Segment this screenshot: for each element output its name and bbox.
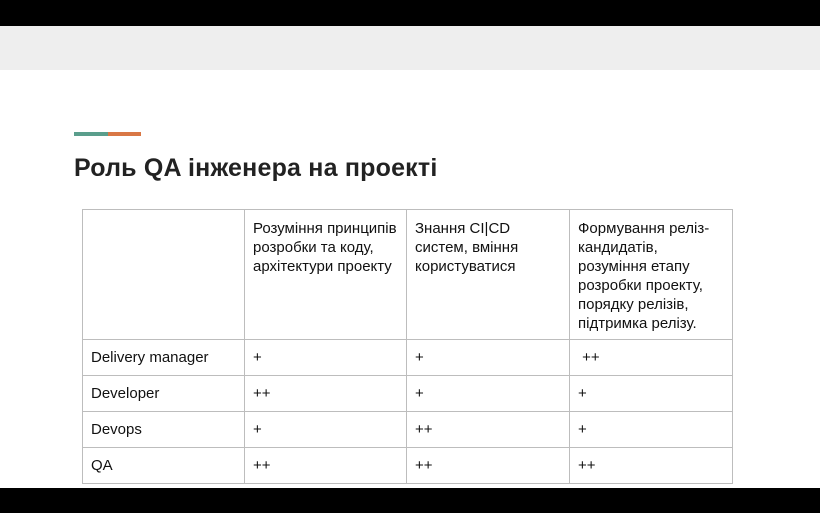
table-cell: + [570, 412, 733, 448]
table-cell: + [407, 340, 570, 376]
slide-title: Роль QA інженера на проекті [74, 154, 438, 182]
accent-line [74, 132, 141, 136]
table-cell: ++ [245, 448, 407, 484]
table-cell: ++ [407, 448, 570, 484]
table-cell: ++ [407, 412, 570, 448]
table-cell: ++ [245, 376, 407, 412]
table-cell: ++ [570, 340, 733, 376]
table-cell: + [245, 412, 407, 448]
table-header-row [83, 210, 733, 340]
table-cell: ++ [570, 448, 733, 484]
table-header-empty [83, 210, 245, 340]
table-row [83, 412, 733, 448]
window-bottom-bar [0, 488, 820, 513]
window-top-bar [0, 0, 820, 26]
table-row [83, 340, 733, 376]
table-header-code-understanding: Розуміння принципів розробки та коду, архітектури проекту [245, 210, 407, 340]
table-row [83, 376, 733, 412]
toolbar-strip [0, 26, 820, 70]
table-row [83, 448, 733, 484]
accent-line-right [108, 132, 141, 136]
table-cell: + [570, 376, 733, 412]
table-cell-role: Delivery manager [83, 340, 245, 376]
table-cell-role: Devops [83, 412, 245, 448]
table-cell-role: Developer [83, 376, 245, 412]
table-cell-role: QA [83, 448, 245, 484]
table-cell: + [407, 376, 570, 412]
slide [0, 70, 820, 488]
responsibility-table [82, 209, 733, 484]
table-header-cicd-knowledge: Знання CI|CD систем, вміння користуватися [407, 210, 570, 340]
accent-line-left [74, 132, 108, 136]
table-cell: + [245, 340, 407, 376]
table-header-release-candidates: Формування реліз-кандидатів, розуміння етапу розробки проекту, порядку релізів, підтримка релізу. [570, 210, 733, 340]
